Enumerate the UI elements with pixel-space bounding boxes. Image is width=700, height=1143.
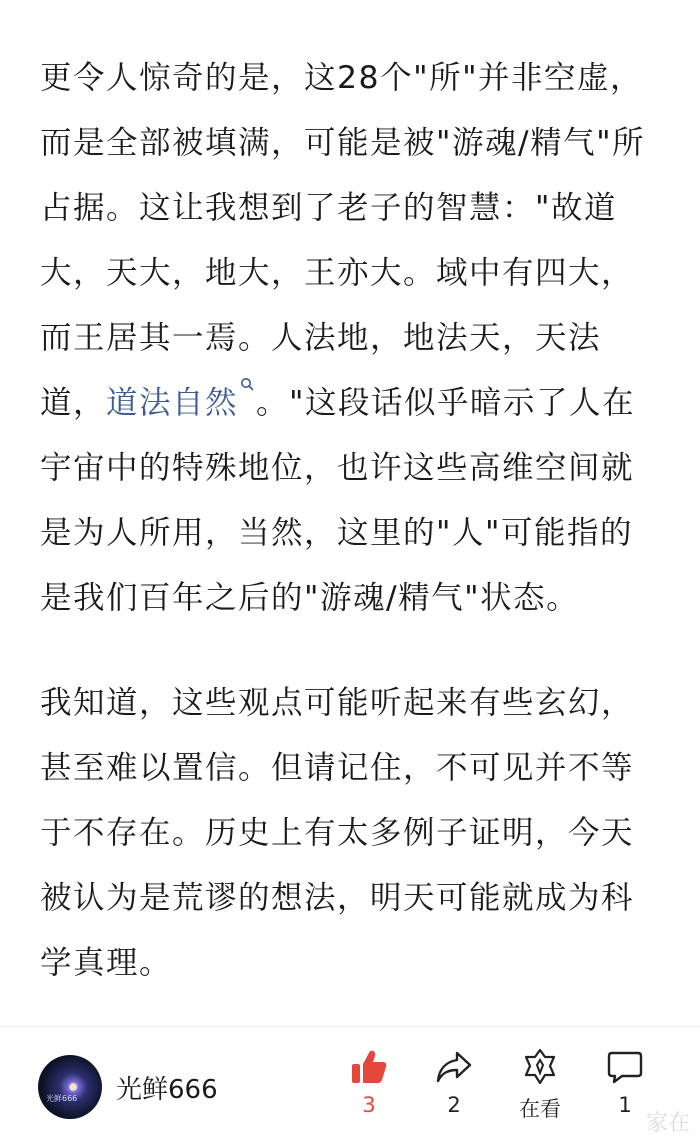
avatar[interactable] xyxy=(38,1055,102,1119)
text-line: 是为人所用，当然，这里的"人"可能指的 xyxy=(40,515,633,551)
author-info[interactable] xyxy=(38,1055,218,1119)
text-line: 宇宙中的特殊地位，也许这些高维空间就 xyxy=(40,450,635,486)
share-button[interactable] xyxy=(419,1047,489,1117)
search-link-daofaziran[interactable] xyxy=(106,385,256,421)
paragraph-1 xyxy=(40,46,665,631)
text-segment: 。"这段话似乎暗示了人在 xyxy=(256,385,636,421)
wow-star-icon xyxy=(520,1047,560,1087)
text-line: 占据。这让我想到了老子的智慧："故道 xyxy=(40,190,617,226)
text-line: 大，天大，地大，王亦大。域中有四大， xyxy=(40,255,635,291)
link-text[interactable]: 道法自然 xyxy=(106,385,239,421)
text-line: 我知道，这些观点可能听起来有些玄幻， xyxy=(40,685,635,721)
bottom-action-bar xyxy=(0,1027,700,1143)
text-line: 而王居其一焉。人法地，地法天，天法 xyxy=(40,320,602,356)
watermark xyxy=(646,1106,690,1137)
text-line: 是我们百年之后的"游魂/精气"状态。 xyxy=(40,580,580,616)
like-count: 3 xyxy=(362,1093,376,1117)
text-line: 而是全部被填满，可能是被"游魂/精气"所 xyxy=(40,125,646,161)
thumbs-up-icon xyxy=(349,1047,389,1087)
text-segment: 道， xyxy=(40,385,107,421)
article-body xyxy=(40,46,665,996)
share-count: 2 xyxy=(447,1093,461,1117)
watching-button[interactable] xyxy=(505,1047,575,1123)
watermark-text: 家在 xyxy=(645,1111,690,1136)
text-line: 被认为是荒谬的想法，明天可能就成为科 xyxy=(40,880,635,916)
text-line: 学真理。 xyxy=(40,945,173,981)
text-line: 于不存在。历史上有太多例子证明，今天 xyxy=(40,815,635,851)
avatar-text: 光鲜666 xyxy=(46,1094,78,1103)
search-icon[interactable] xyxy=(240,371,256,395)
share-arrow-icon xyxy=(434,1047,474,1087)
like-button[interactable] xyxy=(334,1047,404,1117)
text-line-with-link xyxy=(40,371,665,436)
paragraph-2 xyxy=(40,671,665,996)
comment-count: 1 xyxy=(618,1093,632,1117)
text-line: 甚至难以置信。但请记住，不可见并不等 xyxy=(40,750,635,786)
text-line: 更令人惊奇的是，这28个"所"并非空虚， xyxy=(40,60,644,96)
watching-label: 在看 xyxy=(519,1097,561,1121)
comment-icon xyxy=(605,1047,645,1087)
author-name[interactable]: 光鲜666 xyxy=(116,1074,218,1105)
